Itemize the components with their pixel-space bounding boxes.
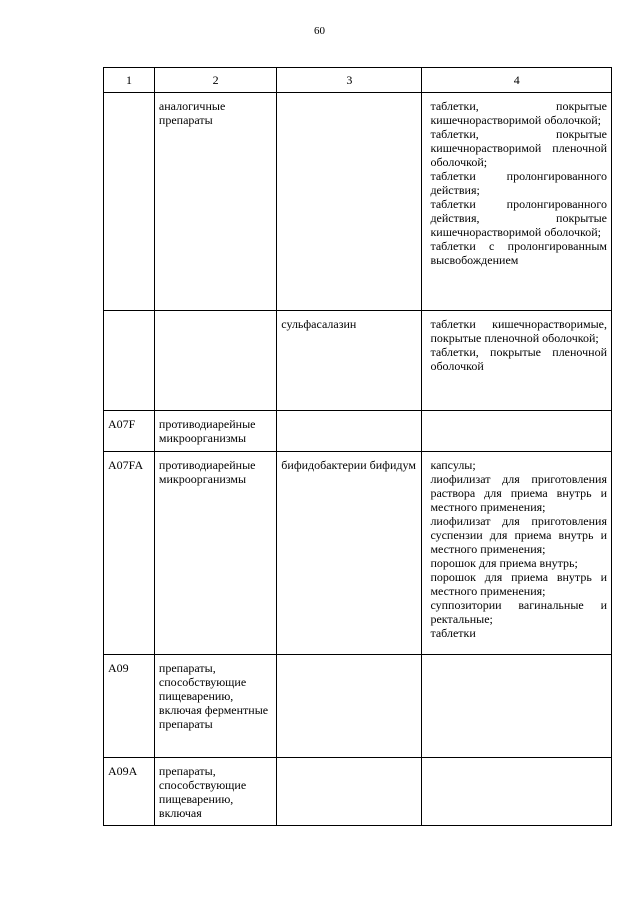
header-cell-4: 4 (422, 68, 612, 93)
dosage-form-line: таблетки кишечнорастворимые, покрытые пленочной оболочкой; (430, 317, 607, 345)
substance-cell: бифидобактерии бифидум (277, 452, 422, 655)
header-cell-3: 3 (277, 68, 422, 93)
group-name-cell: противодиарейные микроорганизмы (154, 411, 276, 452)
dosage-forms-cell (422, 452, 612, 655)
dosage-form-line: таблетки с пролонгированным высвобождением (430, 239, 607, 267)
atc-code-cell: A07F (104, 411, 155, 452)
atc-code-cell: A09 (104, 655, 155, 758)
dosage-forms-cell (422, 411, 612, 452)
dosage-form-line: таблетки пролонгированного действия; (430, 169, 607, 197)
page-number: 60 (314, 25, 325, 37)
atc-code-cell (104, 311, 155, 411)
group-name-cell: препараты, способствующие пищеварению, включая ферментные препараты (154, 655, 276, 758)
drug-table (103, 67, 612, 826)
dosage-form-line: лиофилизат для приготовления раствора для приема внутрь и местного применения; (430, 472, 607, 514)
dosage-form-line: таблетки, покрытые кишечнорастворимой пленочной оболочкой; (430, 127, 607, 169)
table-row (104, 452, 612, 655)
header-cell-1: 1 (104, 68, 155, 93)
atc-code-cell: A07FA (104, 452, 155, 655)
table-row (104, 758, 612, 826)
substance-cell (277, 655, 422, 758)
substance-cell (277, 411, 422, 452)
dosage-form-line: суппозитории вагинальные и ректальные; (430, 598, 607, 626)
substance-cell (277, 93, 422, 311)
dosage-form-line: порошок для приема внутрь и местного применения; (430, 570, 607, 598)
substance-cell (277, 758, 422, 826)
group-name-cell: препараты, способствующие пищеварению, включая (154, 758, 276, 826)
header-cell-2: 2 (154, 68, 276, 93)
atc-code-cell: A09A (104, 758, 155, 826)
group-name-cell (154, 311, 276, 411)
dosage-form-line: таблетки (430, 626, 476, 640)
dosage-form-line: таблетки, покрытые кишечнорастворимой оболочкой; (430, 99, 607, 127)
table-row (104, 411, 612, 452)
substance-cell: сульфасалазин (277, 311, 422, 411)
group-name-cell: противодиарейные микроорганизмы (154, 452, 276, 655)
table-row (104, 655, 612, 758)
dosage-form-line: капсулы; (430, 458, 476, 472)
dosage-form-line: лиофилизат для приготовления суспензии для приема внутрь и местного применения; (430, 514, 607, 556)
dosage-forms-cell (422, 655, 612, 758)
dosage-forms-cell (422, 311, 612, 411)
dosage-form-line: порошок для приема внутрь; (430, 556, 578, 570)
dosage-form-line: таблетки пролонгированного действия, покрытые кишечнорастворимой оболочкой; (430, 197, 607, 239)
table-row (104, 93, 612, 311)
table-header-row (104, 68, 612, 93)
group-name-cell: аналогичные препараты (154, 93, 276, 311)
dosage-forms-cell (422, 93, 612, 311)
dosage-forms-cell (422, 758, 612, 826)
table-row (104, 311, 612, 411)
dosage-form-line: таблетки, покрытые пленочной оболочкой (430, 345, 607, 373)
atc-code-cell (104, 93, 155, 311)
